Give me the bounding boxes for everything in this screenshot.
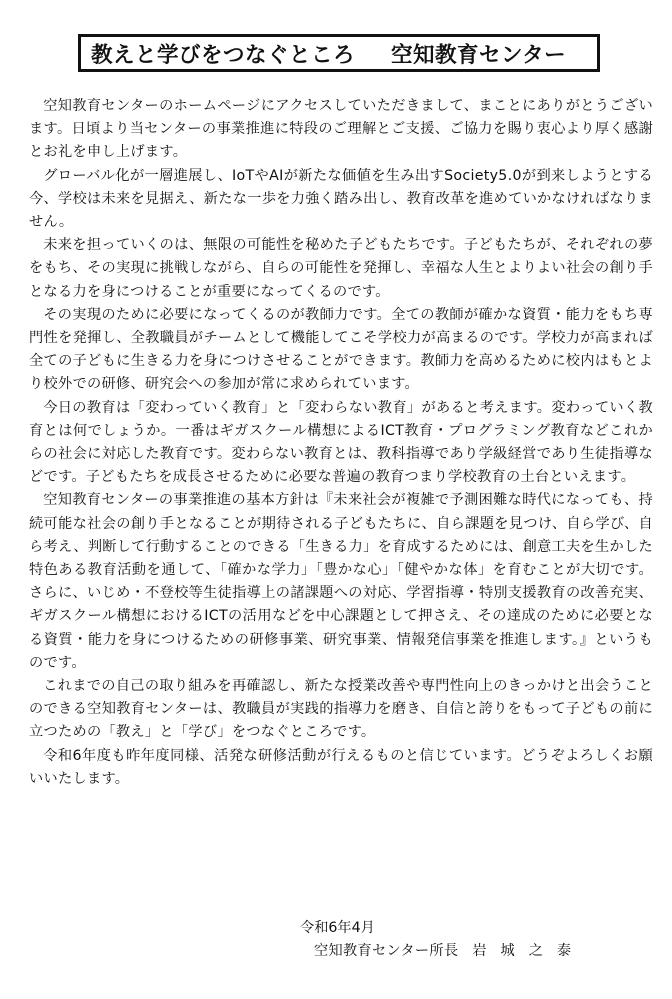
paragraph-8: 令和6年度も昨年度同様、活発な研修活動が行えるものと信じています。どうぞよろしくお願いいたします。: [29, 747, 653, 787]
paragraph-5: 今日の教育は「変わっていく教育」と「変わらない教育」があると考えます。変わっていく教育とは何でしょうか。一番はギガスクール構想によるICT教育・プログラミング教育などこれからの社会に対応した教育です。変わらない教育とは、教科指導であり学級経営であり生徒指導などです。子どもたちを成長させるために必要な普遍の教育つまり学校教育の土台といえます。: [29, 399, 653, 486]
paragraph-6: 空知教育センターの事業推進の基本方針は『未来社会が複雑で予測困難な時代になっても、持続可能な社会の創り手となることが期待される子どもたちに、自ら課題を見つけ、自ら学び、自ら考え、判断して行動することのできる「生きる力」を育成するためには、創意工夫を生かした特色ある教育活動を通して、「確かな学力」「豊かな心」「健やかな体」を育むことが大切です。さらに、いじめ・不登校等生徒指導上の諸課題への対応、学習指導・特別支援教育の改善充実、ギガスクール構想におけるICTの活用などを中心課題として押さえ、その達成のために必要となる資質・能力を身につけるための研修事業、研究事業、情報発信事業を推進します。』というものです。: [29, 492, 653, 671]
signature-position: 空知教育センター所長: [314, 943, 459, 959]
paragraph-3: 未来を担っていくのは、無限の可能性を秘めた子どもたちです。子どもたちが、それぞれの夢をもち、その実現に挑戦しながら、自らの可能性を発揮し、幸福な人生とよりよい社会の創り手となる力を身につけることが重要になってくるのです。: [29, 237, 653, 300]
paragraph-2: グローバル化が一層進展し、IoTやAIが新たな価値を生み出すSociety5.0が到来しようとする今、学校は未来を見据え、新たな一歩を力強く踏み出し、教育改革を進めていかなければなりません。: [29, 167, 653, 231]
signature-line: [0, 940, 672, 960]
page-title-org: 空知教育センター: [391, 42, 567, 68]
greeting-body: [29, 95, 653, 791]
paragraph-1: 空知教育センターのホームページにアクセスしていただきまして、まことにありがとうございます。日頃より当センターの事業推進に特段のご理解とご支援、ご協力を賜り衷心より厚く感謝とお礼を申し上げます。: [29, 98, 653, 161]
page-title-main: 教えと学びをつなぐところ: [91, 42, 356, 68]
signature-date: 令和6年4月: [300, 920, 375, 936]
page-title-box: [78, 34, 600, 72]
paragraph-4: その実現のために必要になってくるのが教師力です。全ての教師が確かな資質・能力をもち専門性を発揮し、全教職員がチームとして機能してこそ学校力が高まるのです。学校力が高まれば全ての子どもに生きる力を身につけさせることができます。教師力を高めるために校内はもとより校外での研修、研究会への参加が常に求められています。: [29, 306, 653, 393]
paragraph-7: これまでの自己の取り組みを再確認し、新たな授業改善や専門性向上のきっかけと出会うことのできる空知教育センターは、教職員が実践的指導力を磨き、自信と誇りをもって子どもの前に立つための「教え」と「学び」をつなぐところです。: [29, 678, 653, 741]
signature-name: 岩城之泰: [472, 943, 586, 959]
